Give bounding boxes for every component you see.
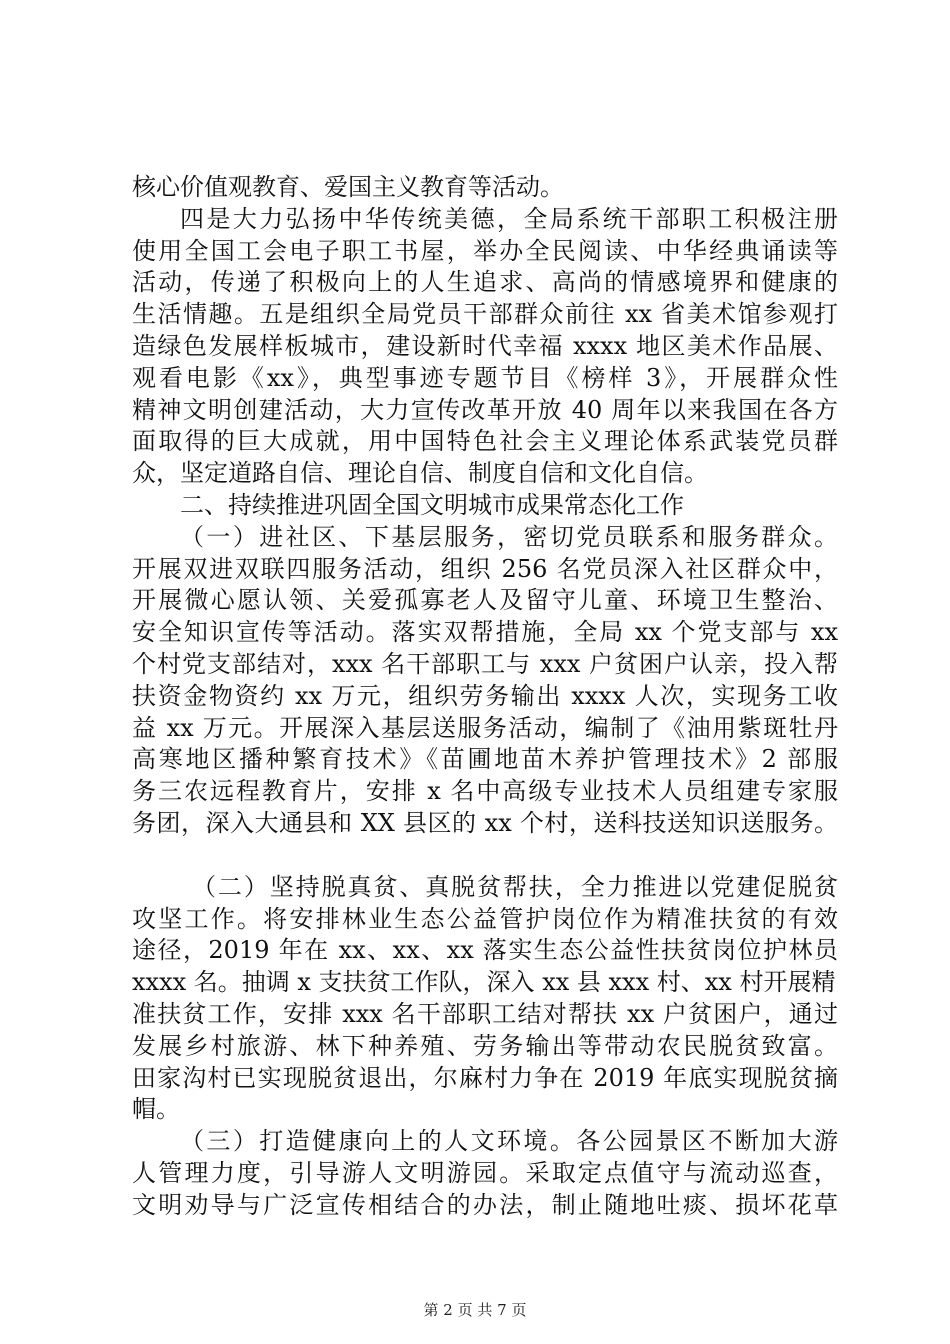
document-body	[132, 172, 838, 1222]
page-number-footer: 第 2 页 共 7 页	[423, 1301, 527, 1319]
text-line: 务三农远程教育片，安排 x 名中高级专业技术人员组建专家服	[132, 777, 838, 806]
text-line: 安全知识宣传等活动。落实双帮措施，全局 xx 个党支部与 xx	[132, 618, 838, 647]
text-line: 活动，传递了积极向上的人生追求、高尚的情感境界和健康的	[132, 268, 838, 297]
text-line: 途径，2019 年在 xx、xx、xx 落实生态公益性扶贫岗位护林员	[132, 936, 838, 965]
text-line: 攻坚工作。将安排林业生态公益管护岗位作为精准扶贫的有效	[132, 904, 838, 933]
subsection-heading-line: （一）进社区、下基层服务，密切党员联系和服务群众。	[180, 522, 838, 551]
text-line: 文明劝导与广泛宣传相结合的办法，制止随地吐痰、损坏花草	[132, 1190, 838, 1219]
text-line: 使用全国工会电子职工书屋，举办全民阅读、中华经典诵读等	[132, 236, 838, 265]
text-line: xxxx 名。抽调 x 支扶贫工作队，深入 xx 县 xxx 村、xx 村开展精	[132, 968, 836, 997]
text-line: 造绿色发展样板城市，建设新时代幸福 xxxx 地区美术作品展、	[132, 331, 838, 360]
subsection-heading-line: （二）坚持脱真贫、真脱贫帮扶，全力推进以党建促脱贫	[192, 872, 838, 901]
text-line: 精神文明创建活动，大力宣传改革开放 40 周年以来我国在各方	[132, 395, 838, 424]
text-line: 田家沟村已实现脱贫退出，尔麻村力争在 2019 年底实现脱贫摘	[132, 1063, 838, 1092]
text-line: 务团，深入大通县和 XX 县区的 xx 个村，送科技送知识送服务。	[132, 808, 838, 837]
text-line: 高寒地区播种繁育技术》《苗圃地苗木养护管理技术》2 部服	[132, 745, 838, 774]
text-line: 生活情趣。五是组织全局党员干部群众前往 xx 省美术馆参观打	[132, 300, 838, 329]
text-line: 益 xx 万元。开展深入基层送服务活动，编制了《油用紫斑牡丹	[132, 713, 838, 742]
text-line: 观看电影《xx》，典型事迹专题节目《榜样 3》，开展群众性	[132, 363, 838, 392]
paragraph-gap	[132, 840, 838, 872]
text-line: 人管理力度，引导游人文明游园。采取定点值守与流动巡查，	[132, 1158, 838, 1187]
text-line: 面取得的巨大成就，用中国特色社会主义理论体系武装党员群	[132, 427, 838, 456]
section-heading: 二、持续推进巩固全国文明城市成果常态化工作	[180, 490, 684, 519]
paragraph-start-line: 四是大力弘扬中华传统美德，全局系统干部职工积极注册	[180, 204, 838, 233]
text-line: 众，坚定道路自信、理论自信、制度自信和文化自信。	[132, 459, 708, 488]
text-line: 发展乡村旅游、林下种养殖、劳务输出等带动农民脱贫致富。	[132, 1031, 838, 1060]
text-line: 帽。	[132, 1095, 180, 1124]
text-line: 开展微心愿认领、关爱孤寡老人及留守儿童、环境卫生整治、	[132, 586, 838, 615]
text-line: 个村党支部结对，xxx 名干部职工与 xxx 户贫困户认亲，投入帮	[132, 649, 838, 678]
text-line: 核心价值观教育、爱国主义教育等活动。	[132, 173, 564, 201]
text-line: 扶资金物资约 xx 万元，组织劳务输出 xxxx 人次，实现务工收	[132, 681, 838, 710]
text-line: 开展双进双联四服务活动，组织 256 名党员深入社区群众中，	[132, 554, 838, 583]
text-line: 准扶贫工作，安排 xxx 名干部职工结对帮扶 xx 户贫困户，通过	[132, 999, 838, 1028]
subsection-heading-line: （三）打造健康向上的人文环境。各公园景区不断加大游	[180, 1127, 838, 1156]
